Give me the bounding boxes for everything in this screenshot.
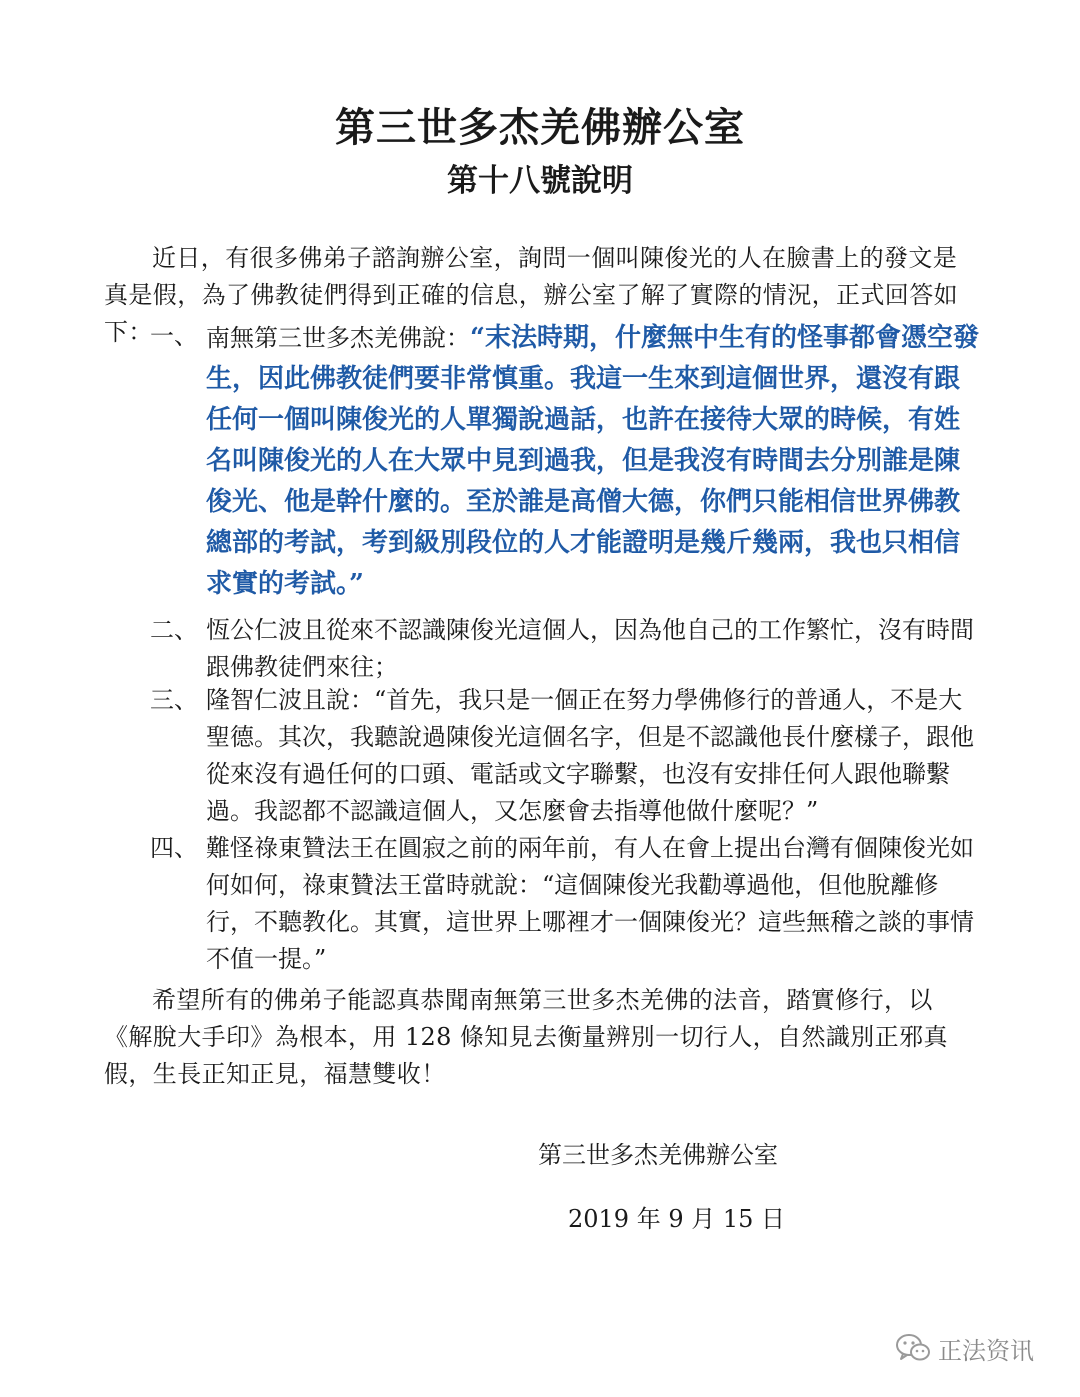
signature-date: 2019 年 9 月 15 日: [568, 1205, 786, 1233]
list-marker: 三、: [150, 686, 198, 714]
list-marker: 四、: [150, 834, 198, 862]
wechat-icon: [896, 1333, 930, 1363]
document-subtitle: 第十八號說明: [447, 163, 633, 199]
intro-paragraph: 近日，有很多佛弟子諮詢辦公室，詢問一個叫陳俊光的人在臉書上的發文是真是假，為了佛教徒們得到正確的信息，辦公室了解了實際的情況，正式回答如下：: [104, 244, 958, 346]
list-item-content: [206, 318, 980, 605]
list-item-4: [150, 830, 980, 978]
list-marker: 二、: [150, 616, 198, 644]
list-item-content: 難怪祿東贊法王在圓寂之前的兩年前，有人在會上提出台灣有個陳俊光如何如何，祿東贊法王當時就說：“這個陳俊光我勸導過他，但他脫離修行，不聽教化。其實，這世界上哪裡才一個陳俊光？這些無稽之談的事情不值一提。”: [206, 834, 974, 973]
closing-paragraph: 希望所有的佛弟子能認真恭聞南無第三世多杰羌佛的法音，踏實修行，以《解脫大手印》為根本，用 128 條知見去衡量辨別一切行人，自然識別正邪真假，生長正知正見，福慧雙收！: [104, 986, 948, 1088]
quote-lead: 南無第三世多杰羌佛說：: [206, 324, 470, 352]
watermark: [896, 1328, 1034, 1368]
list-item-3: [150, 682, 980, 830]
list-marker: 一、: [150, 322, 198, 350]
list-item-1: [150, 318, 980, 605]
list-item-2: [150, 612, 980, 686]
signature-office: 第三世多杰羌佛辦公室: [538, 1141, 778, 1169]
list-item-content: 恆公仁波且從來不認識陳俊光這個人，因為他自己的工作繁忙，沒有時間跟佛教徒們來往；: [206, 616, 974, 681]
buddha-quote: “末法時期，什麼無中生有的怪事都會憑空發生，因此佛教徒們要非常慎重。我這一生來到這個世界，還沒有跟任何一個叫陳俊光的人單獨說過話，也許在接待大眾的時候，有姓名叫陳俊光的人在大眾中見到過我，但是我沒有時間去分別誰是陳俊光、他是幹什麼的。至於誰是高僧大德，你們只能相信世界佛教總部的考試，考到級別段位的人才能證明是幾斤幾兩，我也只相信求實的考試。”: [206, 323, 979, 599]
document-title: 第三世多杰羌佛辦公室: [335, 104, 745, 151]
watermark-text: 正法资讯: [938, 1336, 1034, 1365]
list-item-content: 隆智仁波且說：“首先，我只是一個正在努力學佛修行的普通人，不是大聖德。其次，我聽說過陳俊光這個名字，但是不認識他長什麼樣子，跟他從來沒有過任何的口頭、電話或文字聯繫，也沒有安排任何人跟他聯繫過。我認都不認識這個人，又怎麼會去指導他做什麼呢？”: [206, 686, 974, 825]
